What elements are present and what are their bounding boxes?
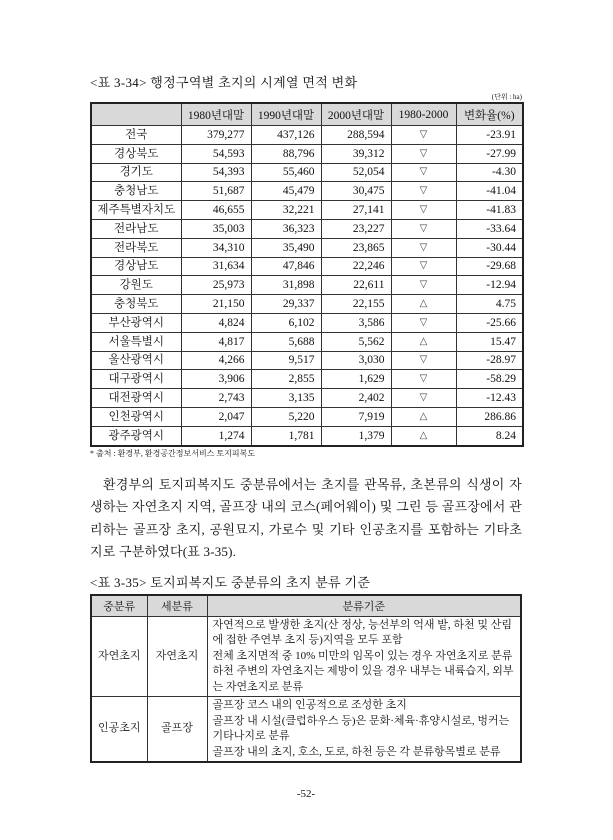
region-cell: 충청북도 [91, 295, 181, 314]
region-cell: 인천광역시 [91, 407, 181, 426]
criteria-line: 자연적으로 발생한 초지(산 정상, 능선부의 억새 밭, 하천 및 산림에 접한 주연부 초지 등)지역을 모두 포함 [212, 618, 513, 647]
region-cell: 부산광역시 [91, 313, 181, 332]
table-row [91, 407, 523, 426]
value-cell: 39,312 [321, 144, 391, 163]
minor-category-cell: 자연초지 [147, 616, 207, 697]
value-cell: 23,227 [321, 219, 391, 238]
table-row [91, 697, 521, 763]
value-cell: 3,135 [251, 389, 321, 408]
value-cell: -12.43 [456, 389, 523, 408]
trend-icon-cell: ▽ [391, 144, 456, 163]
criteria-line: 하천 주변의 자연초지는 제방이 있을 경우 내부는 내륙습지, 외부는 자연초지로 분류 [212, 665, 514, 693]
value-cell: -4.30 [456, 163, 523, 182]
value-cell: 8.24 [456, 426, 523, 445]
body-paragraph [90, 474, 522, 564]
trend-icon-cell: ▽ [391, 201, 456, 220]
value-cell: 4,266 [181, 351, 251, 370]
value-cell: 31,898 [251, 276, 321, 295]
region-cell: 경상남도 [91, 257, 181, 276]
table-row [91, 276, 523, 295]
column-header [91, 103, 181, 126]
table-row [91, 313, 523, 332]
table-row [91, 144, 523, 163]
value-cell: 35,003 [181, 219, 251, 238]
value-cell: 1,379 [321, 426, 391, 445]
value-cell: 3,586 [321, 313, 391, 332]
value-cell: -28.97 [456, 351, 523, 370]
table-row [91, 257, 523, 276]
criteria-line: 골프장 내의 초지, 호소, 도로, 하천 등은 각 분류항목별로 분류 [212, 745, 501, 758]
value-cell: 437,126 [251, 126, 321, 145]
region-cell: 울산광역시 [91, 351, 181, 370]
trend-icon-cell: ▽ [391, 257, 456, 276]
region-cell: 대전광역시 [91, 389, 181, 408]
value-cell: 25,973 [181, 276, 251, 295]
table-row [91, 295, 523, 314]
value-cell: 23,865 [321, 238, 391, 257]
value-cell: 29,337 [251, 295, 321, 314]
column-header: 1980-2000 [391, 103, 456, 126]
value-cell: 31,634 [181, 257, 251, 276]
table2-caption: <표 3-35> 토지피복지도 중분류의 초지 분류 기준 [90, 574, 371, 590]
value-cell: 1,781 [251, 426, 321, 445]
criteria-cell [207, 697, 521, 763]
region-cell: 경기도 [91, 163, 181, 182]
table-row [91, 201, 523, 220]
value-cell: 36,323 [251, 219, 321, 238]
value-cell: 46,655 [181, 201, 251, 220]
value-cell: 286.86 [456, 407, 523, 426]
value-cell: 4,817 [181, 332, 251, 351]
value-cell: 21,150 [181, 295, 251, 314]
value-cell: -23.91 [456, 126, 523, 145]
value-cell: 54,593 [181, 144, 251, 163]
table-row [91, 163, 523, 182]
paragraph-text: 환경부의 토지피복지도 중분류에서는 초지를 관목류, 초본류의 식생이 자생하는 자연초지 지역, 골프장 내의 코스(페어웨이) 및 그린 등 골프장에서 관리하는 골프장 초지, 공원묘지, 가로수 및 기타 인공초지를 포함하는 기타초지로 구분하였다(표 3-35). [90, 476, 522, 560]
value-cell: 6,102 [251, 313, 321, 332]
trend-icon-cell: ▽ [391, 389, 456, 408]
value-cell: -25.66 [456, 313, 523, 332]
column-header: 세분류 [147, 595, 207, 617]
value-cell: 51,687 [181, 182, 251, 201]
value-cell: 47,846 [251, 257, 321, 276]
value-cell: 5,220 [251, 407, 321, 426]
value-cell: 9,517 [251, 351, 321, 370]
page-number: -52- [296, 788, 316, 801]
major-category-cell: 인공초지 [91, 697, 147, 763]
table-row [91, 389, 523, 408]
value-cell: 3,030 [321, 351, 391, 370]
region-cell: 경상북도 [91, 144, 181, 163]
table-row [91, 126, 523, 145]
value-cell: 22,246 [321, 257, 391, 276]
region-cell: 전라남도 [91, 219, 181, 238]
table-row [91, 219, 523, 238]
value-cell: 88,796 [251, 144, 321, 163]
region-cell: 대구광역시 [91, 370, 181, 389]
value-cell: 5,688 [251, 332, 321, 351]
value-cell: 2,743 [181, 389, 251, 408]
minor-category-cell: 골프장 [147, 697, 207, 763]
table-row [91, 351, 523, 370]
region-cell: 전국 [91, 126, 181, 145]
trend-icon-cell: ▽ [391, 219, 456, 238]
region-cell: 제주특별자치도 [91, 201, 181, 220]
value-cell: 2,855 [251, 370, 321, 389]
value-cell: -33.64 [456, 219, 523, 238]
value-cell: 52,054 [321, 163, 391, 182]
column-header: 변화율(%) [456, 103, 523, 126]
value-cell: -27.99 [456, 144, 523, 163]
table-row [91, 182, 523, 201]
value-cell: 34,310 [181, 238, 251, 257]
criteria-line: 골프장 코스 내의 인공적으로 조성한 초지 [212, 699, 407, 712]
value-cell: 7,919 [321, 407, 391, 426]
region-cell: 전라북도 [91, 238, 181, 257]
value-cell: 30,475 [321, 182, 391, 201]
value-cell: 1,629 [321, 370, 391, 389]
value-cell: -12.94 [456, 276, 523, 295]
value-cell: 4,824 [181, 313, 251, 332]
column-header: 2000년대말 [321, 103, 391, 126]
table-row [91, 426, 523, 445]
trend-icon-cell: ▽ [391, 238, 456, 257]
value-cell: 15.47 [456, 332, 523, 351]
value-cell: -30.44 [456, 238, 523, 257]
value-cell: -29.68 [456, 257, 523, 276]
classification-table [90, 594, 522, 764]
value-cell: 22,155 [321, 295, 391, 314]
trend-icon-cell: ▽ [391, 163, 456, 182]
value-cell: 288,594 [321, 126, 391, 145]
table-row [91, 332, 523, 351]
table1-unit: (단위 : ha) [491, 93, 522, 101]
table-row [91, 370, 523, 389]
table1-source: * 출처 : 환경부, 환경공간정보서비스 토지피복도 [90, 448, 256, 458]
region-cell: 강원도 [91, 276, 181, 295]
column-header: 1990년대말 [251, 103, 321, 126]
value-cell: -41.83 [456, 201, 523, 220]
table-row [91, 616, 521, 697]
criteria-line: 전체 초지면적 중 10% 미만의 임목이 있는 경우 자연초지로 분류 [212, 649, 513, 662]
value-cell: 45,479 [251, 182, 321, 201]
trend-icon-cell: ▽ [391, 276, 456, 295]
value-cell: 5,562 [321, 332, 391, 351]
grassland-area-table [90, 102, 524, 447]
value-cell: 379,277 [181, 126, 251, 145]
value-cell: 27,141 [321, 201, 391, 220]
value-cell: 2,047 [181, 407, 251, 426]
table-row [91, 238, 523, 257]
trend-icon-cell: △ [391, 295, 456, 314]
value-cell: 22,611 [321, 276, 391, 295]
value-cell: 54,393 [181, 163, 251, 182]
trend-icon-cell: ▽ [391, 126, 456, 145]
value-cell: 35,490 [251, 238, 321, 257]
value-cell: 2,402 [321, 389, 391, 408]
value-cell: 1,274 [181, 426, 251, 445]
region-cell: 서울특별시 [91, 332, 181, 351]
value-cell: 55,460 [251, 163, 321, 182]
trend-icon-cell: ▽ [391, 182, 456, 201]
trend-icon-cell: ▽ [391, 313, 456, 332]
value-cell: -58.29 [456, 370, 523, 389]
region-cell: 충청남도 [91, 182, 181, 201]
table1-caption: <표 3-34> 행정구역별 초지의 시계열 면적 변화 [90, 75, 358, 90]
column-header: 중분류 [91, 595, 147, 617]
value-cell: -41.04 [456, 182, 523, 201]
value-cell: 32,221 [251, 201, 321, 220]
value-cell: 3,906 [181, 370, 251, 389]
trend-icon-cell: △ [391, 426, 456, 445]
criteria-cell [207, 616, 521, 697]
trend-icon-cell: ▽ [391, 351, 456, 370]
column-header: 분류기준 [207, 595, 521, 617]
value-cell: 4.75 [456, 295, 523, 314]
major-category-cell: 자연초지 [91, 616, 147, 697]
column-header: 1980년대말 [181, 103, 251, 126]
trend-icon-cell: △ [391, 407, 456, 426]
criteria-line: 골프장 내 시설(클럽하우스 등)은 문화·체육·휴양시설로, 벙커는 기타나지로 분류 [212, 714, 510, 743]
region-cell: 광주광역시 [91, 426, 181, 445]
trend-icon-cell: △ [391, 332, 456, 351]
trend-icon-cell: ▽ [391, 370, 456, 389]
